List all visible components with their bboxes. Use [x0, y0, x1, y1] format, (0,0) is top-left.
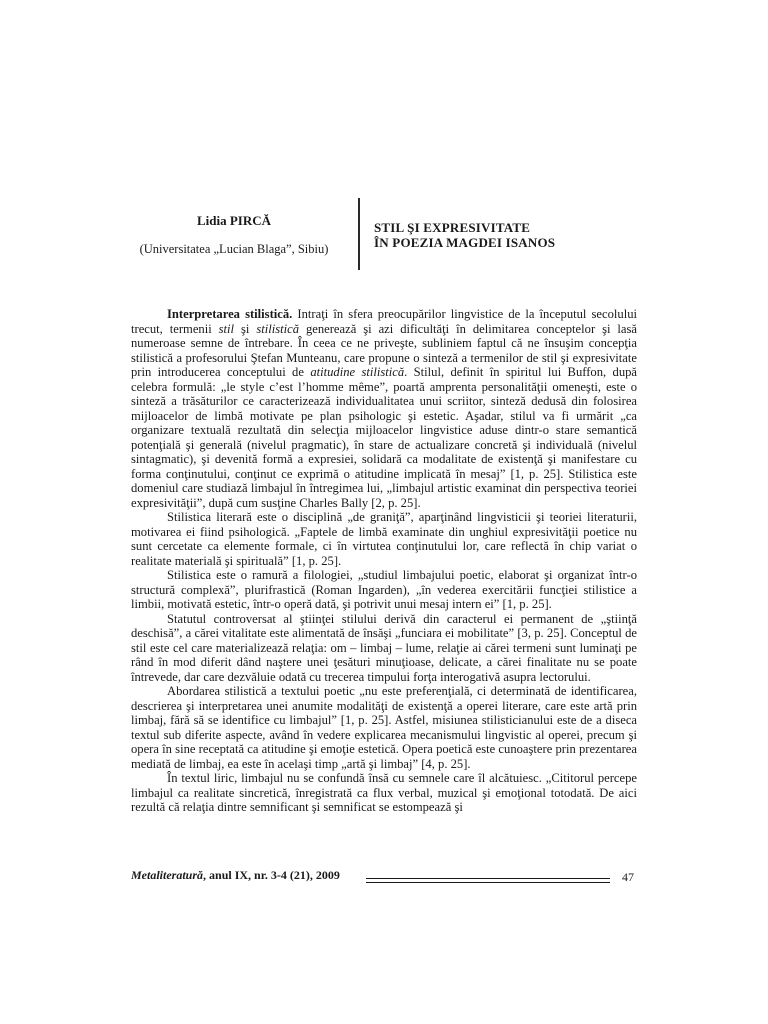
article-body — [131, 307, 637, 815]
term-atitudine-stilistica: atitudine stilistică — [310, 365, 405, 379]
paragraph-1-text-c: generează şi azi dificultăţi în delimitarea conceptelor şi lasă numeroase semne de întrebare. În ceea ce ne priveşte, subliniem faptul că ne însuşim concepţia stilistică a profesorului Ştefan Munteanu, care propune o sinteză a termenilor de stil şi expresivitate prin introducerea conceptului de — [131, 321, 637, 379]
article-title-line-2: ÎN POEZIA MAGDEI ISANOS — [374, 235, 556, 250]
term-stilistica: stilistică — [256, 321, 300, 336]
author-name: Lidia PIRCĂ — [196, 213, 272, 228]
paragraph-1 — [131, 307, 637, 510]
paragraph-3: Stilistica este o ramură a filologiei, „studiul limbajului poetic, elaborat şi organizat într-o structură complexă”, plurifrastică (Roman Ingarden), „în vederea exercitării funcţiei stilistice a limbii, motivată estetic, într-o operă dată, şi potrivit unui mesaj intern ei” [1, p. 25]. — [131, 568, 637, 611]
term-stil: stil — [218, 321, 235, 336]
paragraph-2: Stilistica literară este o disciplină „de graniţă”, aparţinând lingvisticii şi teoriei literaturii, motivarea ei fiind psihologică. „Faptele de limbă examinate din unghiul expresivităţii poetice nu sunt cercetate ca elemente formale, ci în virtutea conţinutului lor, care reflectă în chip variat o realitate materială şi spirituală” [1, p. 25]. — [131, 510, 637, 568]
paragraph-1-text-b: şi — [234, 321, 257, 336]
author-affiliation: (Universitatea „Lucian Blaga”, Sibiu) — [139, 242, 329, 256]
journal-name: Metaliteratură — [131, 868, 204, 882]
paragraph-1-text-a: Intraţi în sfera preocupărilor lingvistice de la începutul secolului trecut, termenii — [131, 307, 637, 336]
article-title-line-1: STIL ŞI EXPRESIVITATE — [374, 220, 531, 235]
article-title — [374, 220, 634, 250]
paragraph-5: Abordarea stilistică a textului poetic „nu este preferenţială, ci determinată de identificarea, descrierea şi interpretarea unei anumite modalităţi de existenţă a operei literare, care este artă prin limbaj, fără să se identifice cu limbajul” [1, p. 25]. Astfel, misiunea stilisticianului este de a diseca textul sub diferite aspecte, având în vedere explicarea mecanismului lingvistic al operei, precum şi opera în sine receptată ca atitudine şi emoţie estetică. Opera poetică este cunoaştere prin prezentarea mediată de limbaj, ea este în acelaşi timp „artă şi limbaj” [4, p. 25]. — [131, 684, 637, 771]
page-number: 47 — [622, 870, 634, 884]
footer-rule — [366, 878, 610, 883]
section-lead: Interpretarea stilistică. — [167, 307, 293, 321]
paragraph-1-text-d: . Stilul, definit în spiritul lui Buffon, după celebra formulă: „le style c’est l’homme même”, poartă amprenta personalităţii omeneşti, este o sinteză a trăsăturilor ce caracterizează individualitatea unui scriitor, sinteză dedusă din folosirea mijloacelor de limbă motivate pe plan psihologic şi estetic. Aşadar, stilul va fi urmărit „ca organizare textuală rezultată din selecţia mijloacelor lingvistice aduse dintr-o stare semantică potenţială şi generală (nivelul pragmatic), în stare de actualizare concretă şi individuală (nivelul sintagmatic), şi devenită formă a expresiei, solidară ca modalitate de existenţă şi manifestare cu forma conţinutului, conţinut ce exprimă o atitudine implicată în mesaj” [1, p. 25]. Stilistica este domeniul care studiază limbajul în întregimea lui, „limbajul artistic examinat din perspectiva teoriei expresivităţii”, după cum susţine Charles Bally [2, p. 25]. — [131, 365, 637, 510]
header-divider — [358, 198, 360, 270]
paragraph-4: Statutul controversat al ştiinţei stilului derivă din caracterul ei permanent de „ştiinţă deschisă”, a cărei vitalitate este alimentată de însăşi „funciara ei mobilitate” [3, p. 25]. Conceptul de stil este cel care materializează relaţia: om – limbaj – lume, relaţie ai cărei termeni sunt luminaţi pe rând în mod diferit dând naştere unei ţesături minuţioase, delicate, a cărei finalitate nu se poate întrevede, dar care dezvăluie odată cu trecerea timpului forţa interogativă asupra lectorului. — [131, 611, 637, 684]
paragraph-6: În textul liric, limbajul nu se confundă însă cu semnele care îl alcătuiesc. „Cititorul percepe limbajul ca realitate sincretică, înregistrată ca flux verbal, muzical şi emoţional totodată. De aici rezultă că relaţia dintre semnificant şi semnificat se estompează şi — [131, 771, 637, 814]
journal-citation — [131, 868, 340, 883]
journal-issue: , anul IX, nr. 3-4 (21), 2009 — [203, 868, 340, 882]
header-author-block — [120, 213, 348, 257]
